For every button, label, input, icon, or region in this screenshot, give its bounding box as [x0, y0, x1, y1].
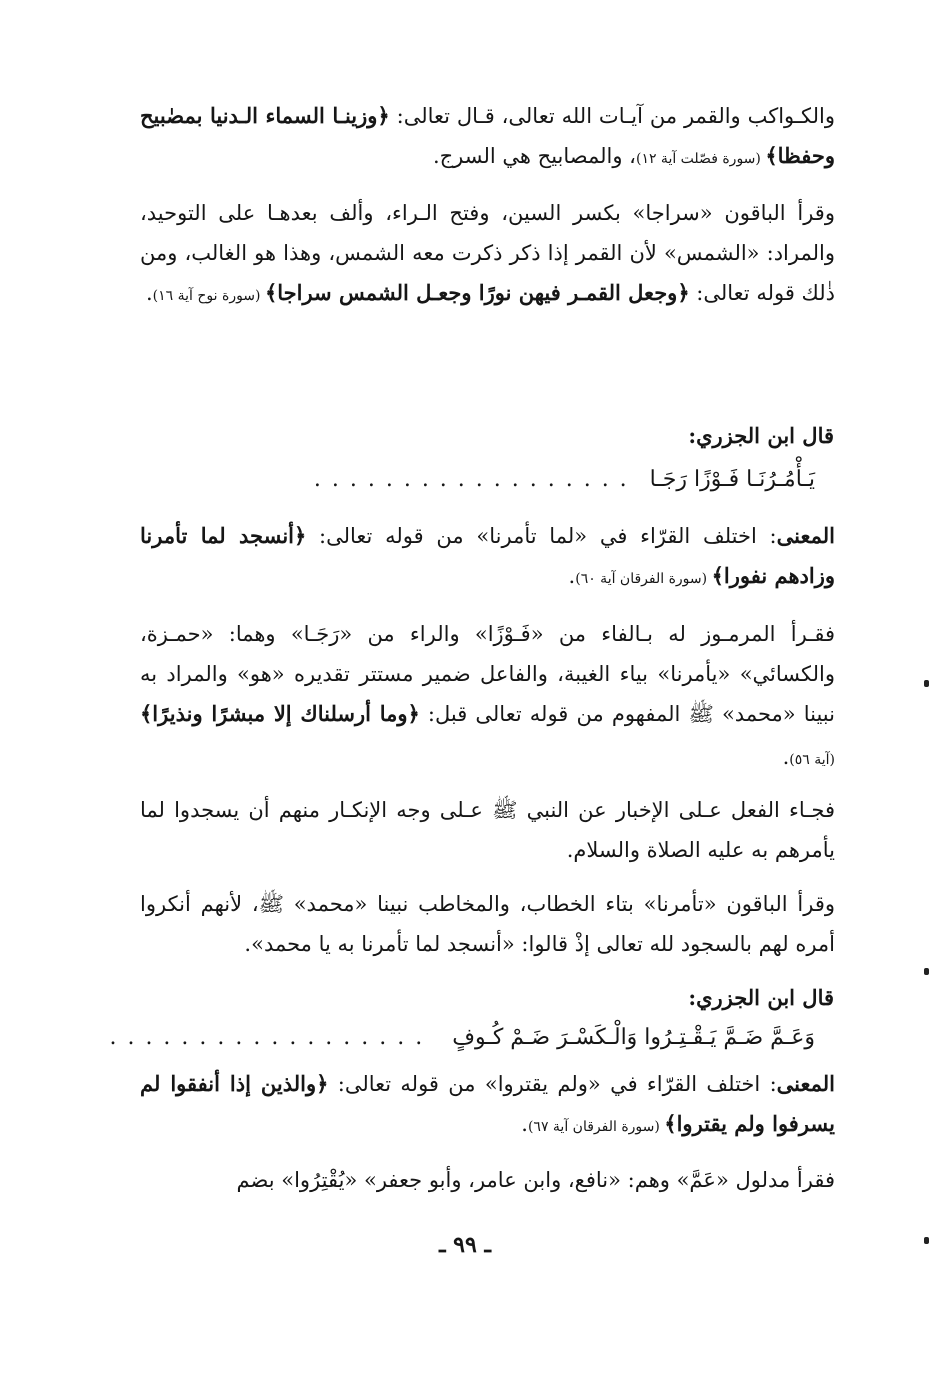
verse-reference: (سورة فصّلت آية ١٢) [635, 151, 766, 167]
poem-verse [160, 462, 815, 498]
verse-ellipsis: . . . . . . . . . . . . . . . . . . [313, 467, 629, 492]
meaning-label: المعنى [776, 1071, 836, 1096]
section-heading: قال ابن الجزري: [688, 985, 834, 1010]
paragraph-7: المعنى: اختلف القرّاء في «ولم يقتروا» من قوله تعالى: ﴿والذين إذا أنفقوا لم يسرفوا ولم يقتروا﴾ (سورة الفرقان آية ٦٧). [140, 1071, 836, 1136]
poem-verse [109, 1020, 815, 1056]
verse-reference: (آية ٥٦) [789, 752, 835, 768]
paragraph-6: وقرأ الباقون «تأمرنا» بتاء الخطاب، والمخاطب نبينا «محمد» ﷺ، لأنهم أنكروا أمره لهم بالسجود لله تعالى إذْ قالوا: «أنسجد لما تأمرنا به يا محمد». [140, 892, 835, 956]
quran-quote: ﴿أنسجد لما تأمرنا وزادهم نفورا﴾ [140, 523, 835, 588]
paragraph-8: فقرأ مدلول «عَمَّ» وهم: «نافع، وابن عامر، وأبو جعفر» «يُقْتِرُوا» بضم [236, 1168, 835, 1192]
quran-quote: ﴿وزينـا السماء الـدنيا بمصٰبيح وحفظا﴾ [140, 103, 835, 168]
page-number: ـ ٩٩ ـ [439, 1232, 491, 1258]
paragraph-3: المعنى: اختلف القرّاء في «لما تأمرنا» من قوله تعالى: ﴿أنسجد لما تأمرنا وزادهم نفورا﴾ (سورة الفرقان آية ٦٠). [140, 523, 835, 588]
verse-reference: (سورة الفرقان آية ٦٠) [575, 571, 712, 587]
paragraph-4: فقـرأ المرمـوز له بـالفاء من «فَـوْزًا» والراء من «رَجَـا» وهما: «حمـزة، والكسائي» «يأمرنا» بياء الغيبة، والفاعل ضمير مستتر تقديره «هو» والمراد به نبينا «محمد» ﷺ المفهوم من قوله تعالى قبل: ﴿وما أرسلناك إلا مبشرًا ونذيرًا﴾ (آية ٥٦). [140, 622, 835, 769]
verse-reference: (سورة الفرقان آية ٦٧) [527, 1119, 665, 1135]
verse-ellipsis: . . . . . . . . . . . . . . . . . . [109, 1025, 425, 1050]
section-heading: قال ابن الجزري: [688, 423, 834, 448]
paragraph-2: وقرأ الباقون «سراجا» بكسر السين، وفتح الـراء، وألف بعدهـا على التوحيد، والمراد: «الشمس» لأن القمر إذا ذكر ذكرت معه الشمس، وهذا هو الغالب، ومن ذٰلك قوله تعالى: ﴿وجعل القمـر فيهن نورًا وجعـل الشمس سراجا﴾ (سورة نوح آية ١٦). [140, 201, 835, 305]
paragraph-5: فجـاء الفعل عـلى الإخبار عن النبي ﷺ عـلى وجه الإنكـار منهم أن يسجدوا لما يأمرهم به عليه الصلاة والسلام. [140, 798, 835, 862]
scan-mark [924, 968, 929, 975]
verse-text: يَـأْمُـرُنَـا فَـوْزًا رَجَـا [649, 467, 815, 492]
verse-text: وَعَـمَّ ضَـمَّ يَـقْـتِـرُوا وَالْـكَسْـرَ ضَـمْ كُـوفٍ [452, 1025, 815, 1050]
scan-mark [924, 1237, 929, 1244]
quran-quote: ﴿وما أرسلناك إلا مبشرًا ونذيرًا﴾ [140, 701, 420, 726]
quran-quote: ﴿والذين إذا أنفقوا لم يسرفوا ولم يقتروا﴾ [140, 1071, 835, 1136]
quran-quote: ﴿وجعل القمـر فيهن نورًا وجعـل الشمس سراجا﴾ [264, 280, 690, 305]
scan-mark [924, 680, 929, 687]
meaning-label: المعنى [776, 523, 835, 548]
paragraph-1: والكـواكب والقمر من آيـات الله تعالى، قـال تعالى: ﴿وزينـا السماء الـدنيا بمصٰبيح وحفظا﴾ (سورة فصّلت آية ١٢)، والمصابيح هي السرج. [140, 103, 836, 168]
verse-reference: (سورة نوح آية ١٦) [152, 288, 265, 304]
